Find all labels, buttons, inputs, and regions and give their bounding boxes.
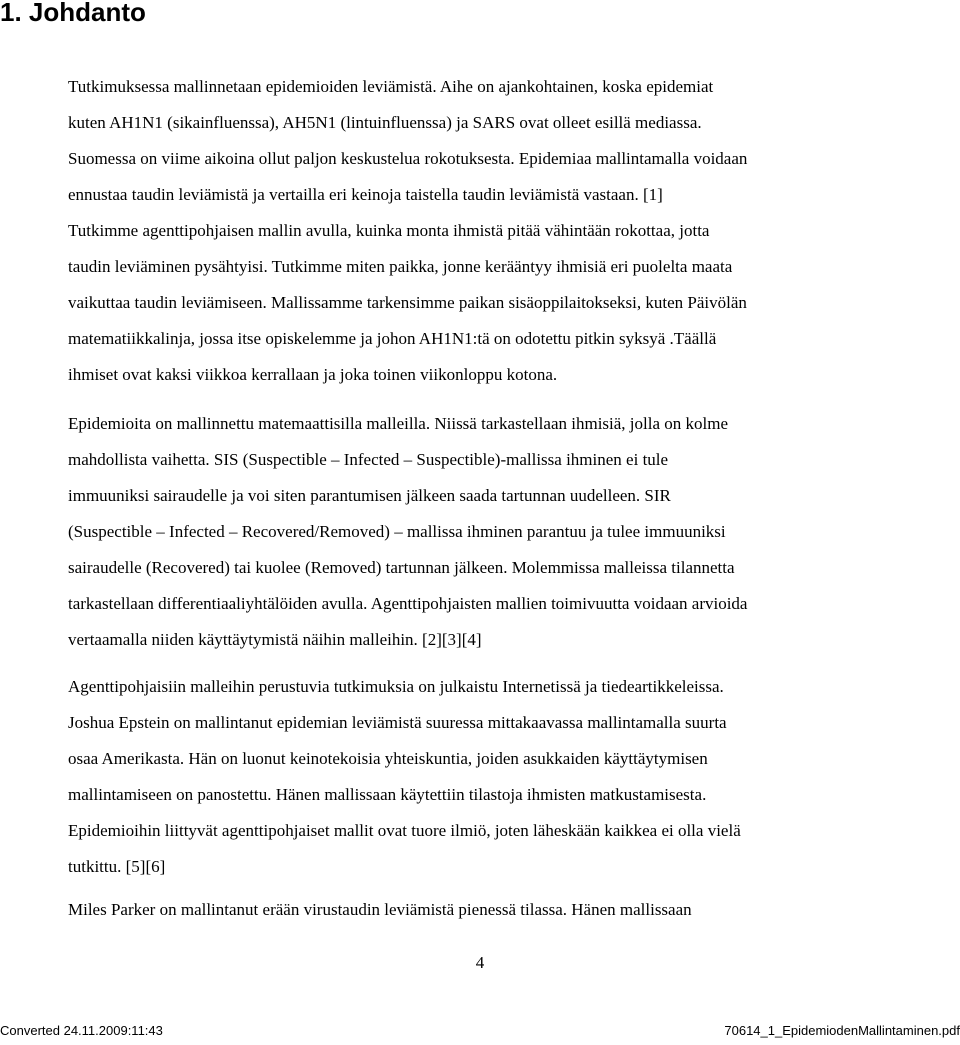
- paragraph-line: Joshua Epstein on mallintanut epidemian leviämistä suuressa mittakaavassa mallintamalla suurta: [68, 713, 727, 732]
- paragraph-intro: [68, 69, 948, 393]
- paragraph-line: ennustaa taudin leviämistä ja vertailla eri keinoja taistella taudin leviämistä vastaan. [1]: [68, 185, 663, 204]
- paragraph-line: matematiikkalinja, jossa itse opiskelemme ja johon AH1N1:tä on odotettu pitkin syksyä .Täällä: [68, 329, 717, 348]
- paragraph-models: [68, 406, 948, 658]
- paragraph-line: tarkastellaan differentiaaliyhtälöiden avulla. Agenttipohjaisten mallien toimivuutta voidaan arvioida: [68, 594, 748, 613]
- page-number: 4: [475, 953, 485, 972]
- paragraph-line: immuuniksi sairaudelle ja voi siten parantumisen jälkeen saada tartunnan uudelleen. SIR: [68, 486, 671, 505]
- page-heading: 1. Johdanto: [0, 0, 146, 27]
- paragraph-line: Suomessa on viime aikoina ollut paljon keskustelua rokotuksesta. Epidemiaa mallintamalla voidaan: [68, 149, 748, 168]
- paragraph-line: Miles Parker on mallintanut erään virustaudin leviämistä pienessä tilassa. Hänen mallissaan: [68, 900, 692, 919]
- paragraph-line: sairaudelle (Recovered) tai kuolee (Removed) tartunnan jälkeen. Molemmissa malleissa tilannetta: [68, 558, 735, 577]
- paragraph-line: vaikuttaa taudin leviämiseen. Mallissamme tarkensimme paikan sisäoppilaitokseksi, kuten Päivölän: [68, 293, 747, 312]
- paragraph-line: ihmiset ovat kaksi viikkoa kerrallaan ja joka toinen viikonloppu kotona.: [68, 365, 558, 384]
- paragraph-agent-research: [68, 669, 948, 885]
- paragraph-line: mahdollista vaihetta. SIS (Suspectible – Infected – Suspectible)-mallissa ihminen ei tule: [68, 450, 669, 469]
- footer-conversion-date: Converted 24.11.2009:11:43: [0, 1023, 163, 1038]
- paragraph-line: taudin leviäminen pysähtyisi. Tutkimme miten paikka, jonne kerääntyy ihmisiä eri puolelta maata: [68, 257, 733, 276]
- paragraph-line: (Suspectible – Infected – Recovered/Removed) – mallissa ihminen parantuu ja tulee immuuniksi: [68, 522, 726, 541]
- footer-filename: 70614_1_EpidemiodenMallintaminen.pdf: [724, 1023, 960, 1038]
- paragraph-parker: [68, 892, 948, 928]
- paragraph-line: Tutkimme agenttipohjaisen mallin avulla, kuinka monta ihmistä pitää vähintään rokottaa, jotta: [68, 221, 710, 240]
- paragraph-line: Epidemioita on mallinnettu matemaattisilla malleilla. Niissä tarkastellaan ihmisiä, jolla on kolme: [68, 414, 729, 433]
- paragraph-line: kuten AH1N1 (sikainfluenssa), AH5N1 (lintuinfluenssa) ja SARS ovat olleet esillä mediassa.: [68, 113, 702, 132]
- paragraph-line: tutkittu. [5][6]: [68, 857, 166, 876]
- paragraph-line: Tutkimuksessa mallinnetaan epidemioiden leviämistä. Aihe on ajankohtainen, koska epidemiat: [68, 77, 714, 96]
- paragraph-line: osaa Amerikasta. Hän on luonut keinotekoisia yhteiskuntia, joiden asukkaiden käyttäytymisen: [68, 749, 708, 768]
- paragraph-line: mallintamiseen on panostettu. Hänen mallissaan käytettiin tilastoja ihmisten matkustamisesta.: [68, 785, 707, 804]
- paragraph-line: vertaamalla niiden käyttäytymistä näihin malleihin. [2][3][4]: [68, 630, 482, 649]
- paragraph-line: Agenttipohjaisiin malleihin perustuvia tutkimuksia on julkaistu Internetissä ja tiedeartikkeleissa.: [68, 677, 724, 696]
- paragraph-line: Epidemioihin liittyvät agenttipohjaiset mallit ovat tuore ilmiö, joten läheskään kaikkea ei olla vielä: [68, 821, 741, 840]
